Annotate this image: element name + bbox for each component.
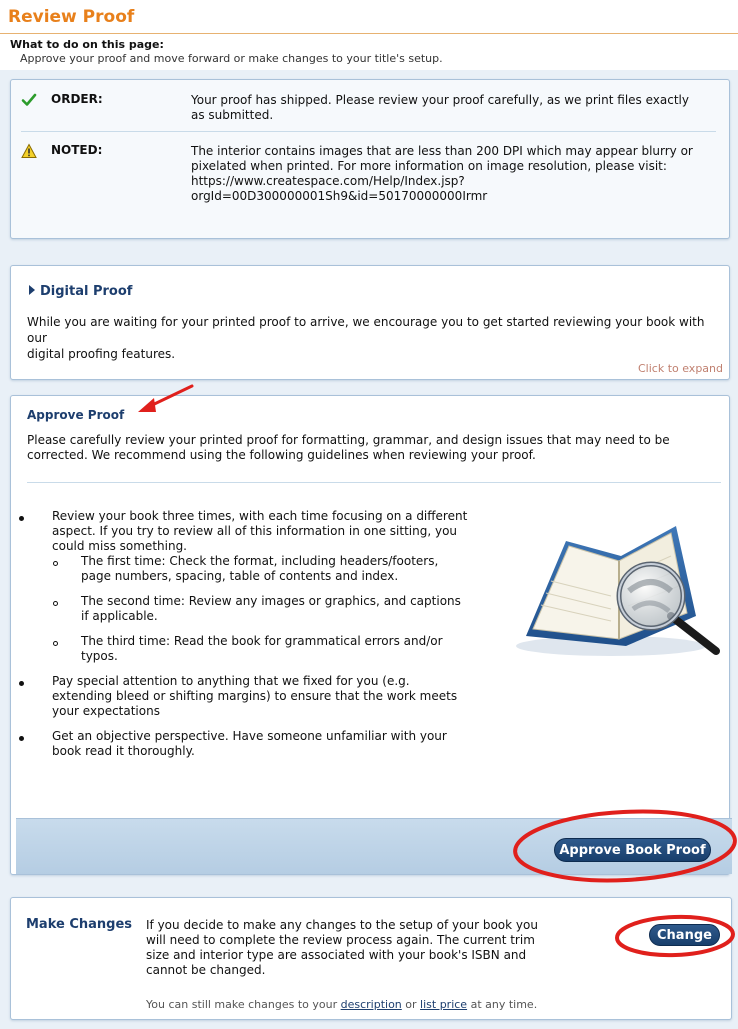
make-changes-panel [10, 897, 732, 1020]
make-changes-heading: Make Changes [26, 917, 133, 932]
status-divider [21, 131, 716, 132]
warning-icon [21, 143, 37, 159]
todo-text: Approve your proof and move forward or make changes to your title's setup. [20, 52, 443, 65]
approve-proof-heading: Approve Proof [27, 408, 125, 422]
list-price-link[interactable]: list price [420, 998, 468, 1011]
digital-proof-panel[interactable] [10, 265, 730, 380]
guideline-1-third-time: The third time: Read the book for grammatical errors and/or typos. [81, 634, 443, 663]
bullet-dot [19, 736, 24, 741]
guideline-1-second-time: The second time: Review any images or graphics, and captions if applicable. [81, 594, 461, 623]
noted-text: The interior contains images that are less than 200 DPI which may appear blurry or pixelated when printed. For more information on image resolution, please visit: https://www.createspace.com/Help/Index.jsp? orgId=00D300000001Sh9&id=50170000000Irmr [191, 144, 693, 203]
bullet-dot [19, 516, 24, 521]
sub-bullet-dot [53, 601, 58, 606]
description-link[interactable]: description [340, 998, 402, 1011]
page-header [0, 0, 738, 70]
guideline-2: Pay special attention to anything that we fixed for you (e.g. extending bleed or shifting margins) to ensure that the work meets your expectations [52, 674, 458, 718]
noted-label: NOTED: [51, 143, 103, 157]
order-text: Your proof has shipped. Please review your proof carefully, as we print files exactly as submitted. [191, 93, 689, 122]
bullet-dot [19, 681, 24, 686]
status-panel [10, 79, 730, 239]
book-magnifier-icon [511, 521, 726, 661]
status-order [11, 82, 731, 132]
approve-book-proof-button[interactable]: Approve Book Proof [554, 838, 711, 862]
make-changes-text: If you decide to make any changes to the setup of your book you will need to complete the review process again. The current trim size and interior type are associated with your book's ISBN and cannot be changed. [146, 918, 538, 977]
title-underline [0, 33, 738, 34]
click-to-expand-link[interactable]: Click to expand [637, 362, 723, 375]
guideline-1: Review your book three times, with each time focusing on a different aspect. If you try to review all of this information in one sitting, you could miss something. [52, 509, 468, 553]
change-button[interactable]: Change [649, 924, 720, 946]
approve-divider [27, 482, 721, 483]
digital-proof-heading[interactable]: Digital Proof [29, 284, 132, 299]
todo-title: What to do on this page: [10, 38, 164, 51]
expand-arrow-icon[interactable] [29, 285, 35, 295]
sub-bullet-dot [53, 641, 58, 646]
guideline-3: Get an objective perspective. Have someone unfamiliar with your book read it thoroughly. [52, 729, 447, 758]
order-label: ORDER: [51, 92, 103, 106]
sub-bullet-dot [53, 561, 58, 566]
approve-proof-panel [10, 395, 730, 875]
page-title: Review Proof [8, 7, 135, 27]
approve-proof-intro: Please carefully review your printed proof for formatting, grammar, and design issues that may need to be corrected. We recommend using the following guidelines when reviewing your proof. [27, 433, 670, 462]
make-changes-footnote: You can still make changes to your description or list price at any time. [146, 998, 538, 1011]
guideline-1-first-time: The first time: Check the format, including headers/footers, page numbers, spacing, table of contents and index. [81, 554, 439, 583]
approve-footer-bar [16, 818, 732, 874]
checkmark-icon [21, 92, 37, 108]
digital-proof-text: While you are waiting for your printed proof to arrive, we encourage you to get started reviewing your book with our digital proofing features. [27, 315, 705, 361]
status-noted [11, 137, 731, 207]
